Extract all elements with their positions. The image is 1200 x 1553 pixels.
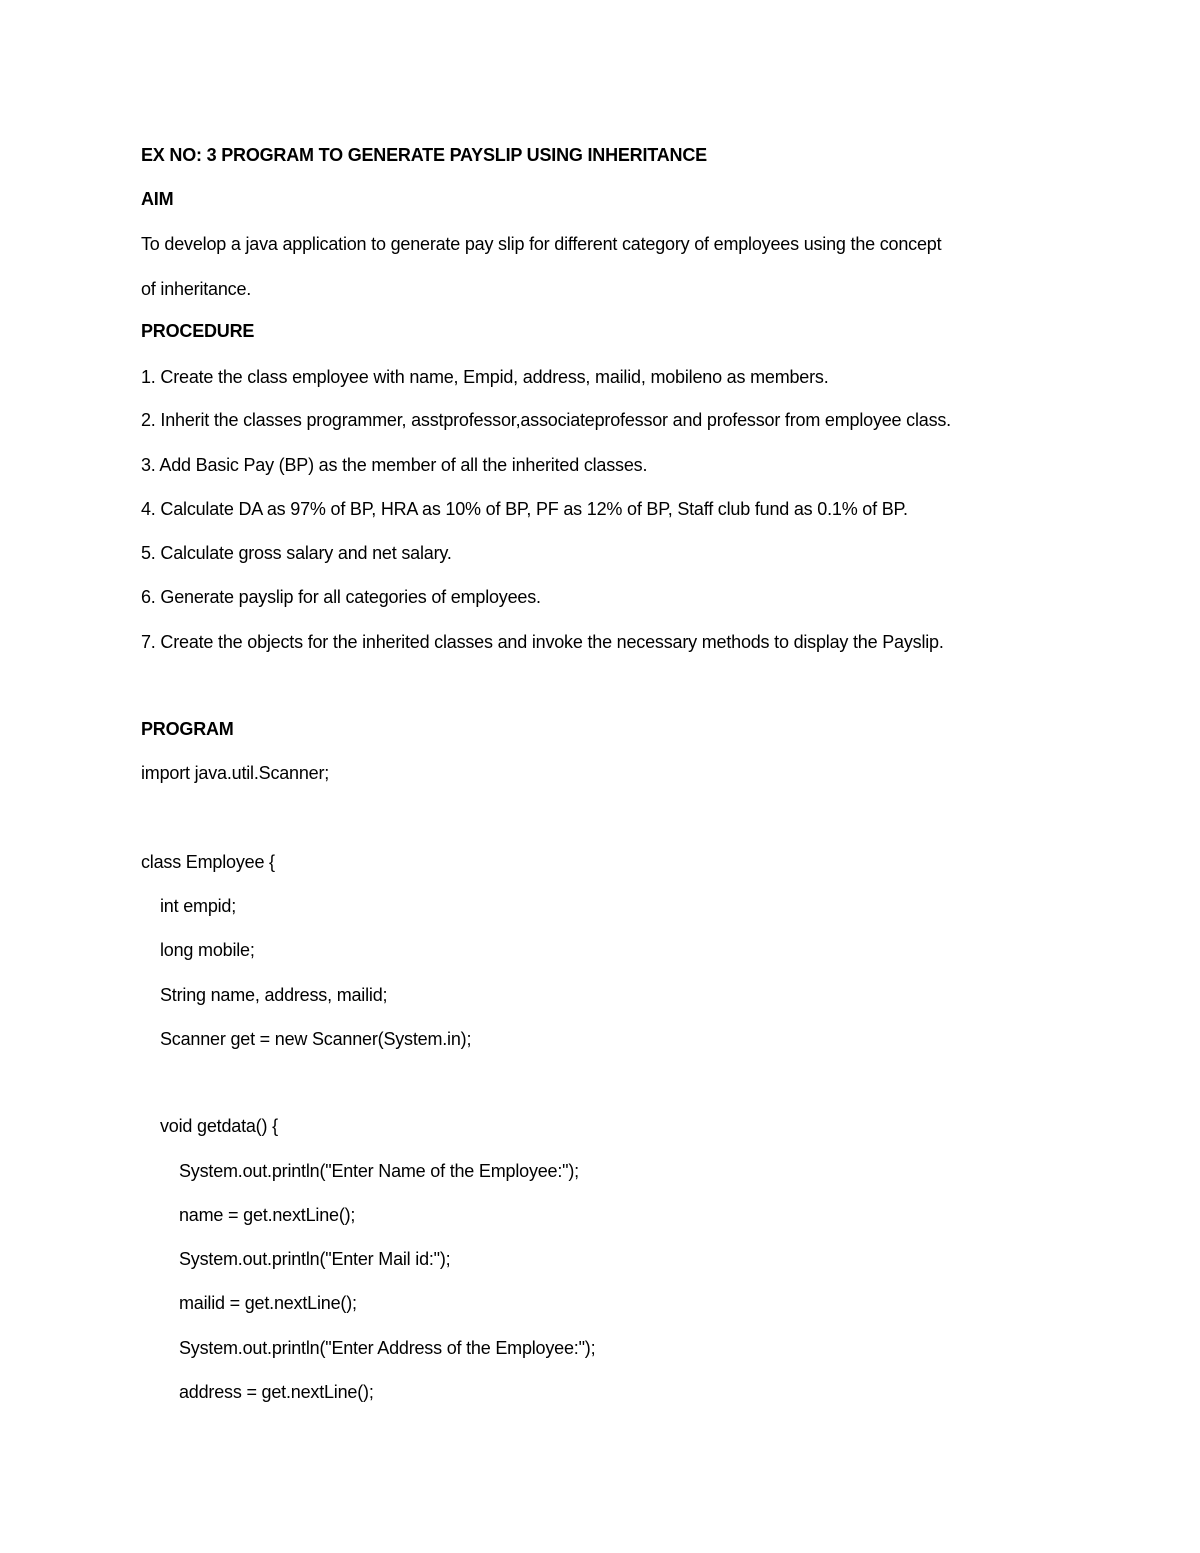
procedure-heading: PROCEDURE: [141, 321, 255, 341]
procedure-step: 7. Create the objects for the inherited classes and invoke the necessary methods to display the Payslip.: [141, 632, 944, 652]
code-line: class Employee {: [141, 852, 275, 872]
code-line: name = get.nextLine();: [179, 1205, 356, 1225]
document-title: EX NO: 3 PROGRAM TO GENERATE PAYSLIP USING INHERITANCE: [141, 145, 707, 165]
code-line: System.out.println("Enter Name of the Employee:");: [179, 1161, 579, 1181]
aim-text-line: To develop a java application to generate pay slip for different category of employees using the concept: [141, 234, 942, 254]
procedure-step: 4. Calculate DA as 97% of BP, HRA as 10% of BP, PF as 12% of BP, Staff club fund as 0.1% of BP.: [141, 499, 908, 519]
procedure-step: 3. Add Basic Pay (BP) as the member of all the inherited classes.: [141, 455, 648, 475]
procedure-step: 1. Create the class employee with name, Empid, address, mailid, mobileno as members.: [141, 367, 829, 387]
procedure-step: 2. Inherit the classes programmer, asstprofessor,associateprofessor and professor from employee class.: [141, 410, 951, 430]
code-line: void getdata() {: [160, 1116, 278, 1136]
code-line: System.out.println("Enter Mail id:");: [179, 1249, 451, 1269]
code-line: String name, address, mailid;: [160, 985, 388, 1005]
code-line: import java.util.Scanner;: [141, 763, 330, 783]
code-line: mailid = get.nextLine();: [179, 1293, 357, 1313]
code-line: long mobile;: [160, 940, 255, 960]
procedure-step: 6. Generate payslip for all categories of employees.: [141, 587, 541, 607]
code-line: address = get.nextLine();: [179, 1382, 374, 1402]
code-line: System.out.println("Enter Address of the Employee:");: [179, 1338, 596, 1358]
code-line: Scanner get = new Scanner(System.in);: [160, 1029, 472, 1049]
aim-heading: AIM: [141, 189, 174, 209]
procedure-step: 5. Calculate gross salary and net salary.: [141, 543, 452, 563]
program-heading: PROGRAM: [141, 719, 234, 739]
aim-text-line: of inheritance.: [141, 279, 252, 299]
code-line: int empid;: [160, 896, 237, 916]
